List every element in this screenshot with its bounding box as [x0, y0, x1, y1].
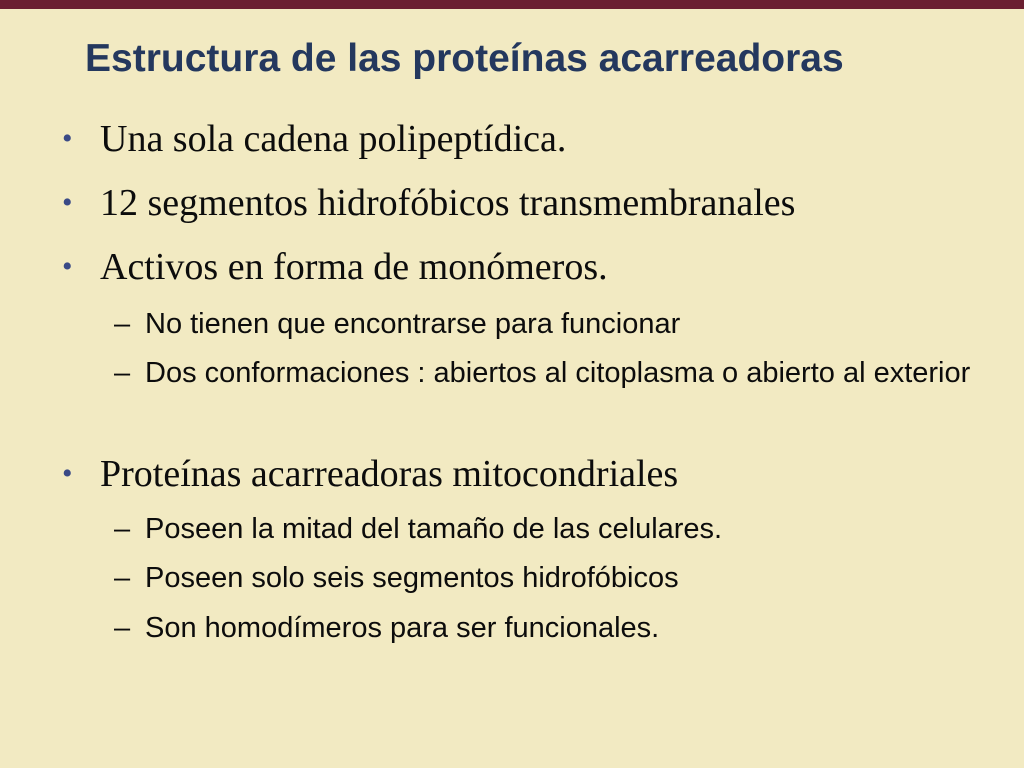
bullet-icon: •: [62, 457, 73, 490]
bullet-text: Activos en forma de monómeros.: [100, 246, 608, 288]
dash-icon: –: [114, 357, 131, 389]
dash-icon: –: [114, 513, 131, 545]
sub-item-text: Poseen la mitad del tamaño de las celulares.: [145, 513, 723, 545]
sub-item: [114, 353, 974, 393]
sub-item: [114, 304, 974, 344]
sub-item-text: Dos conformaciones : abiertos al citoplasma o abierto al exterior: [145, 357, 971, 389]
top-accent-bar: [0, 0, 1024, 9]
slide-title: Estructura de las proteínas acarreadoras: [85, 37, 844, 80]
sub-item: [114, 509, 974, 549]
dash-icon: –: [114, 562, 131, 594]
sub-item: [114, 608, 974, 648]
bullet-icon: •: [62, 186, 73, 219]
dash-icon: –: [114, 612, 131, 644]
sub-item-text: No tienen que encontrarse para funcionar: [145, 308, 681, 340]
bullet-icon: •: [62, 250, 73, 283]
bullet-text: Una sola cadena polipeptídica.: [100, 118, 567, 160]
dash-icon: –: [114, 308, 131, 340]
bullet-text: Proteínas acarreadoras mitocondriales: [100, 453, 679, 495]
sub-item-text: Poseen solo seis segmentos hidrofóbicos: [145, 562, 679, 594]
sub-item-text: Son homodímeros para ser funcionales.: [145, 612, 660, 644]
sub-item: [114, 558, 974, 598]
bullet-icon: •: [62, 122, 73, 155]
bullet-text: 12 segmentos hidrofóbicos transmembranales: [100, 182, 796, 224]
